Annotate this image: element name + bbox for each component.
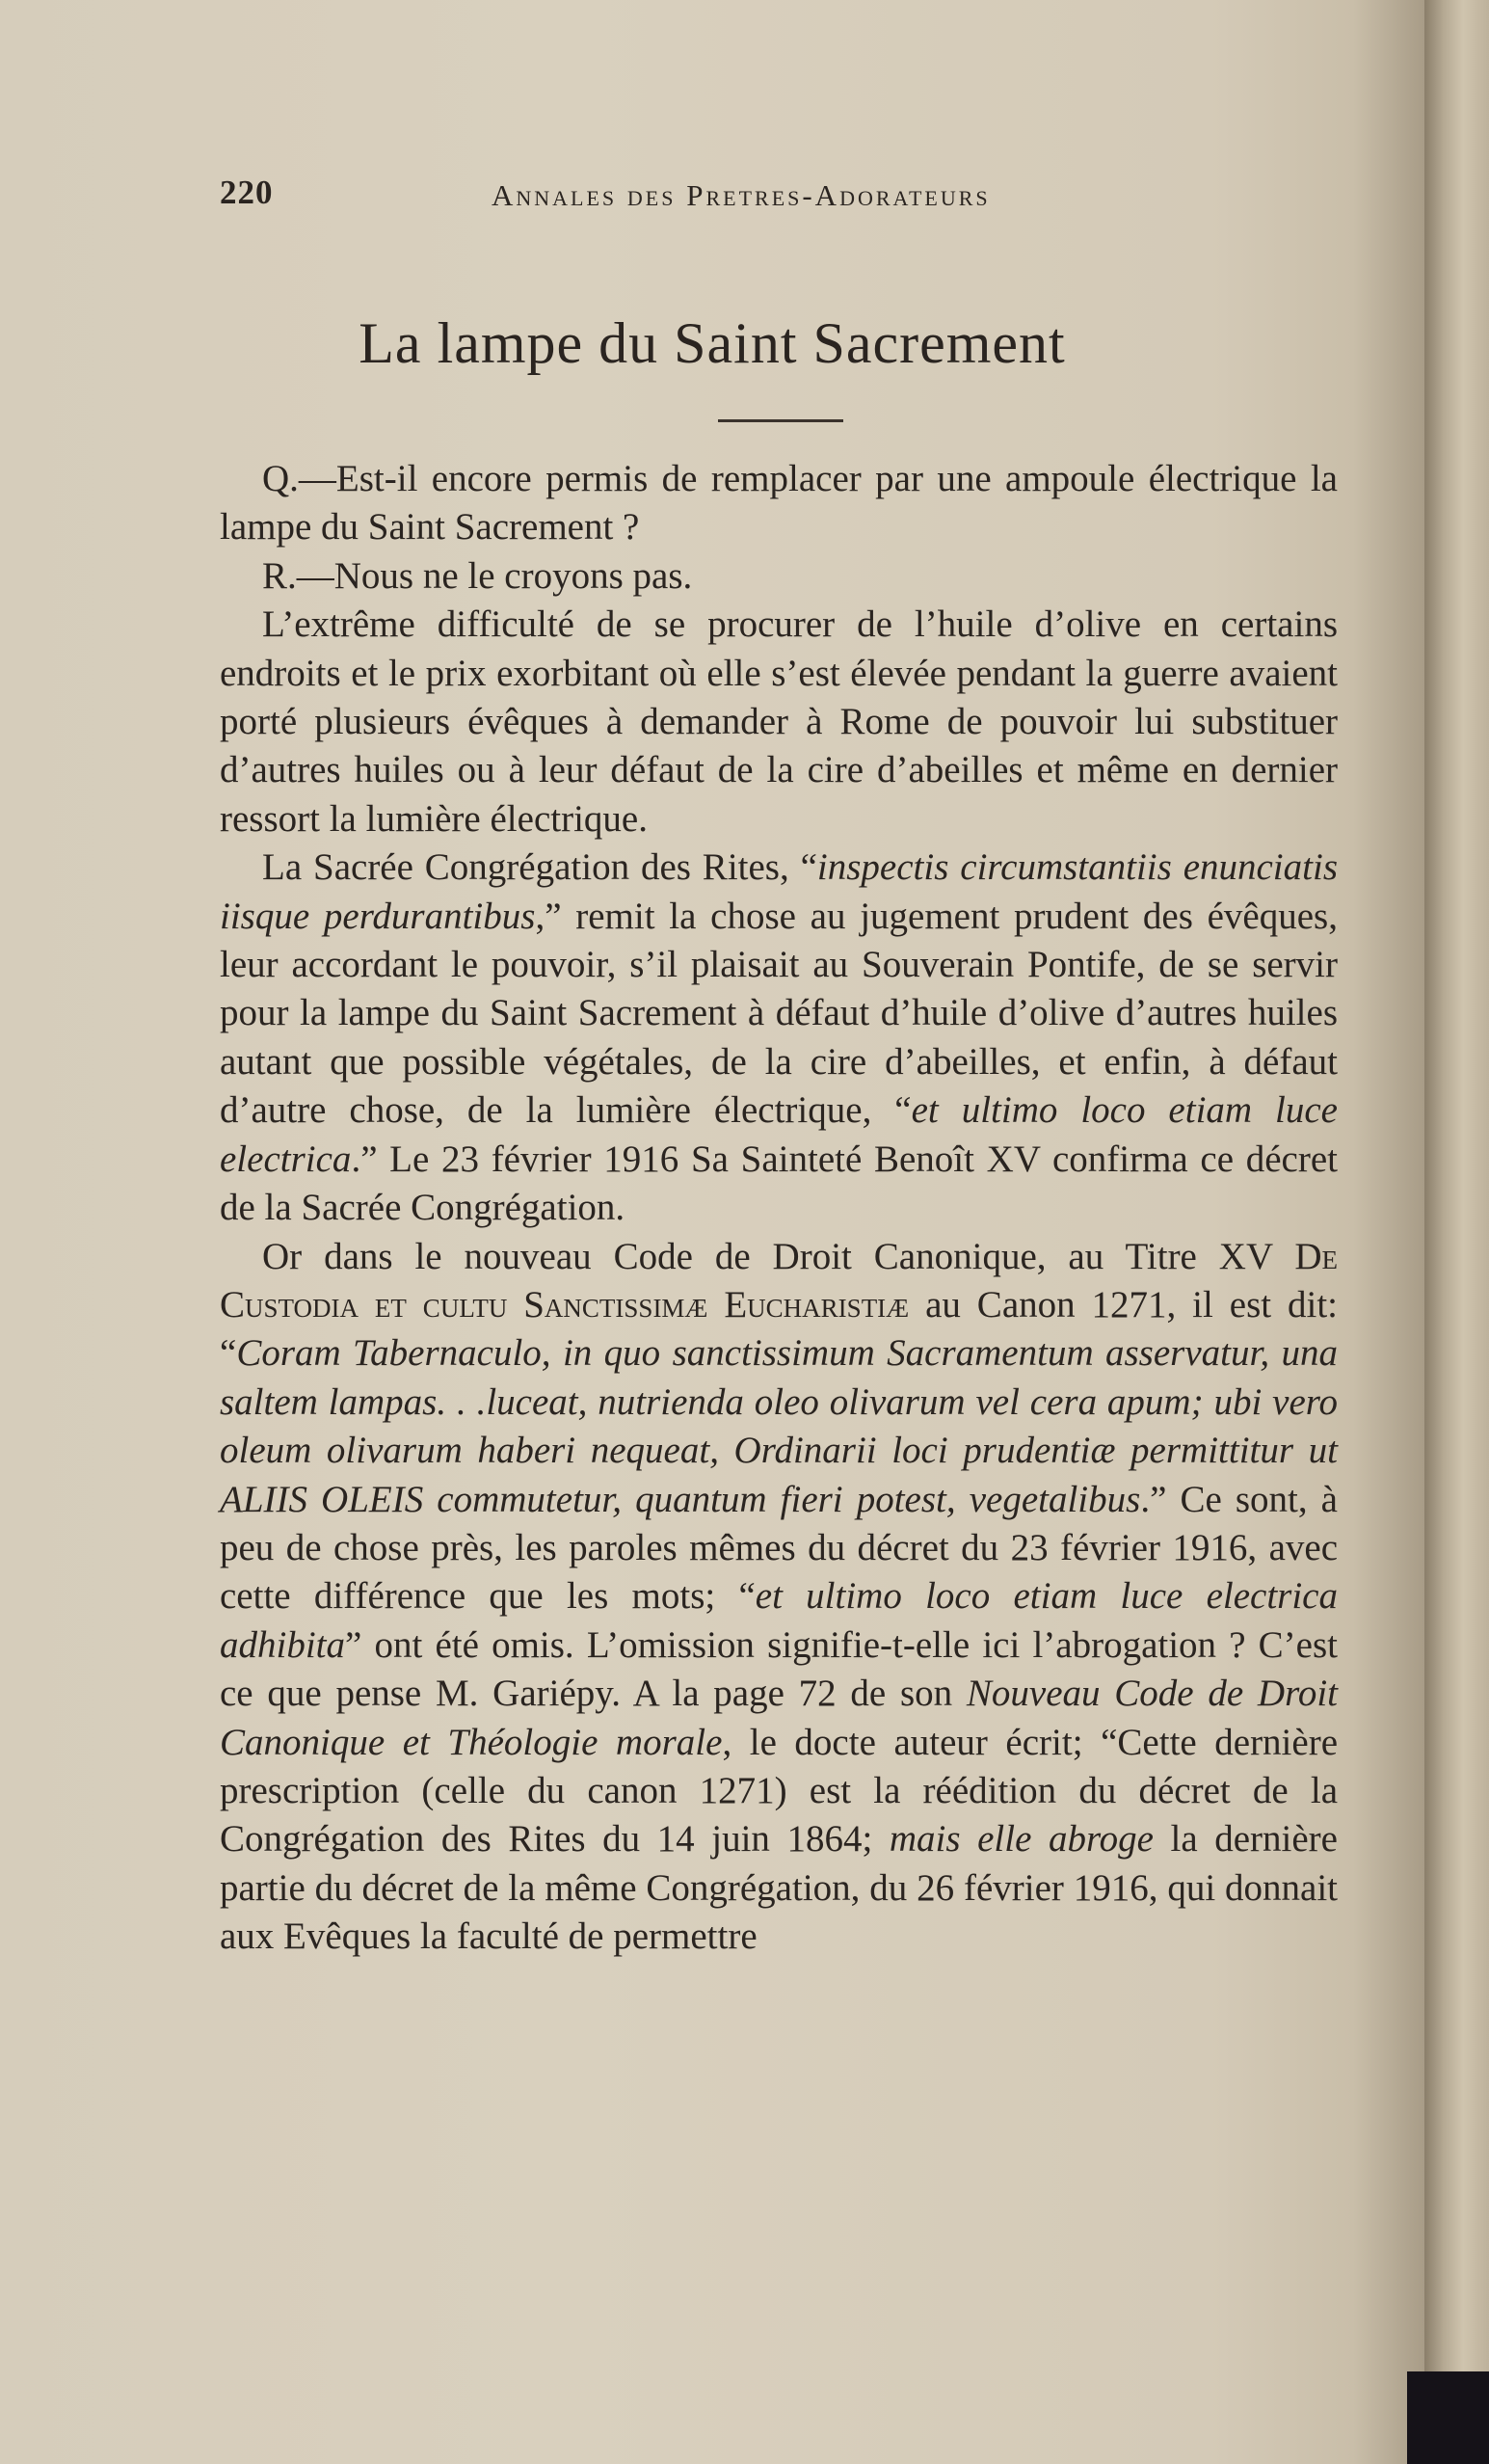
text-segment: et ultimo loco etiam luce electrica <box>220 1089 1338 1180</box>
text-segment: inspectis circumstantiis enunciatis iisque perdurantibus <box>220 846 1338 937</box>
text-segment: La Sacrée Congrégation des Rites, “ <box>262 846 817 889</box>
text-segment: De Custodia et cultu Sanctissimæ Eucharistiæ <box>220 1235 1338 1326</box>
paragraph-p2 <box>220 844 1338 1232</box>
text-segment: Coram Tabernaculo, in quo sanctissimum Sacramentum asservatur, una saltem lampas. . .luceat, nutrienda oleo olivarum vel cera apum; ubi vero oleum olivarum haberi nequeat, Ordinarii loci prudentiæ permittitur ut ALIIS OLEIS commutetur, quantum fieri potest, vegetalibus <box>220 1332 1338 1520</box>
text-segment: .” Ce sont, à peu de chose près, les paroles mêmes du décret du 23 février 1916, avec cette différence que les mots; “ <box>220 1478 1338 1618</box>
text-segment: R.—Nous ne le croyons pas. <box>262 554 693 597</box>
text-segment: Or dans le nouveau Code de Droit Canonique, au Titre XV <box>262 1235 1295 1277</box>
text-segment: la dernière partie du décret de la même Congrégation, du 26 février 1916, qui donnait aux Evêques la faculté de permettre <box>220 1818 1338 1958</box>
paragraph-p3 <box>220 1233 1338 1962</box>
text-segment: et ultimo loco etiam luce electrica adhibita <box>220 1575 1338 1666</box>
page-number: 220 <box>220 174 274 211</box>
text-segment: , le docte auteur écrit; “Cette dernière prescription (celle du canon 1271) est la réédition du décret de la Congrégation des Rites du 14 juin 1864; <box>220 1721 1339 1861</box>
text-segment: ,” remit la chose au jugement prudent des évêques, leur accordant le pouvoir, s’il plaisait au Souverain Pontife, de se servir pour la lampe du Saint Sacrement à défaut d’huile d’olive d’autres huiles autant que possible végétales, de la cire d’abeilles, et enfin, à défaut d’autre chose, de la lumière électrique, “ <box>220 895 1338 1132</box>
text-segment: Q.—Est-il encore permis de remplacer par une ampoule électrique la lampe du Saint Sacrement ? <box>220 458 1338 549</box>
text-segment: .” Le 23 février 1916 Sa Sainteté Benoît XV confirma ce décret de la Sacrée Congrégation. <box>220 1138 1338 1229</box>
paragraph-q <box>220 455 1338 552</box>
article-body <box>220 455 1338 1962</box>
text-segment: L’extrême difficulté de se procurer de l’huile d’olive en certains endroits et le prix exorbitant où elle s’est élevée pendant la guerre avaient porté plusieurs évêques à demander à Rome de pouvoir lui substituer d’autres huiles ou à leur défaut de la cire d’abeilles et même en dernier ressort la lumière électrique. <box>220 603 1338 840</box>
paragraph-r <box>220 552 1338 601</box>
text-segment: Nouveau Code de Droit Canonique et Théologie morale <box>220 1673 1339 1763</box>
scan-shadow <box>1407 2371 1489 2464</box>
text-segment: au Canon 1271, il est dit: “ <box>220 1283 1338 1375</box>
text-segment: ” ont été omis. L’omission signifie-t-elle ici l’abrogation ? C’est ce que pense M. Gariépy. A la page 72 de son <box>220 1623 1338 1715</box>
paragraph-p1 <box>220 601 1338 844</box>
page-edge <box>1424 0 1489 2464</box>
text-segment: mais elle abroge <box>889 1818 1154 1861</box>
running-head: Annales des Pretres-Adorateurs <box>492 178 991 212</box>
title-rule <box>718 419 843 422</box>
article-title: La lampe du Saint Sacrement <box>359 311 1066 375</box>
